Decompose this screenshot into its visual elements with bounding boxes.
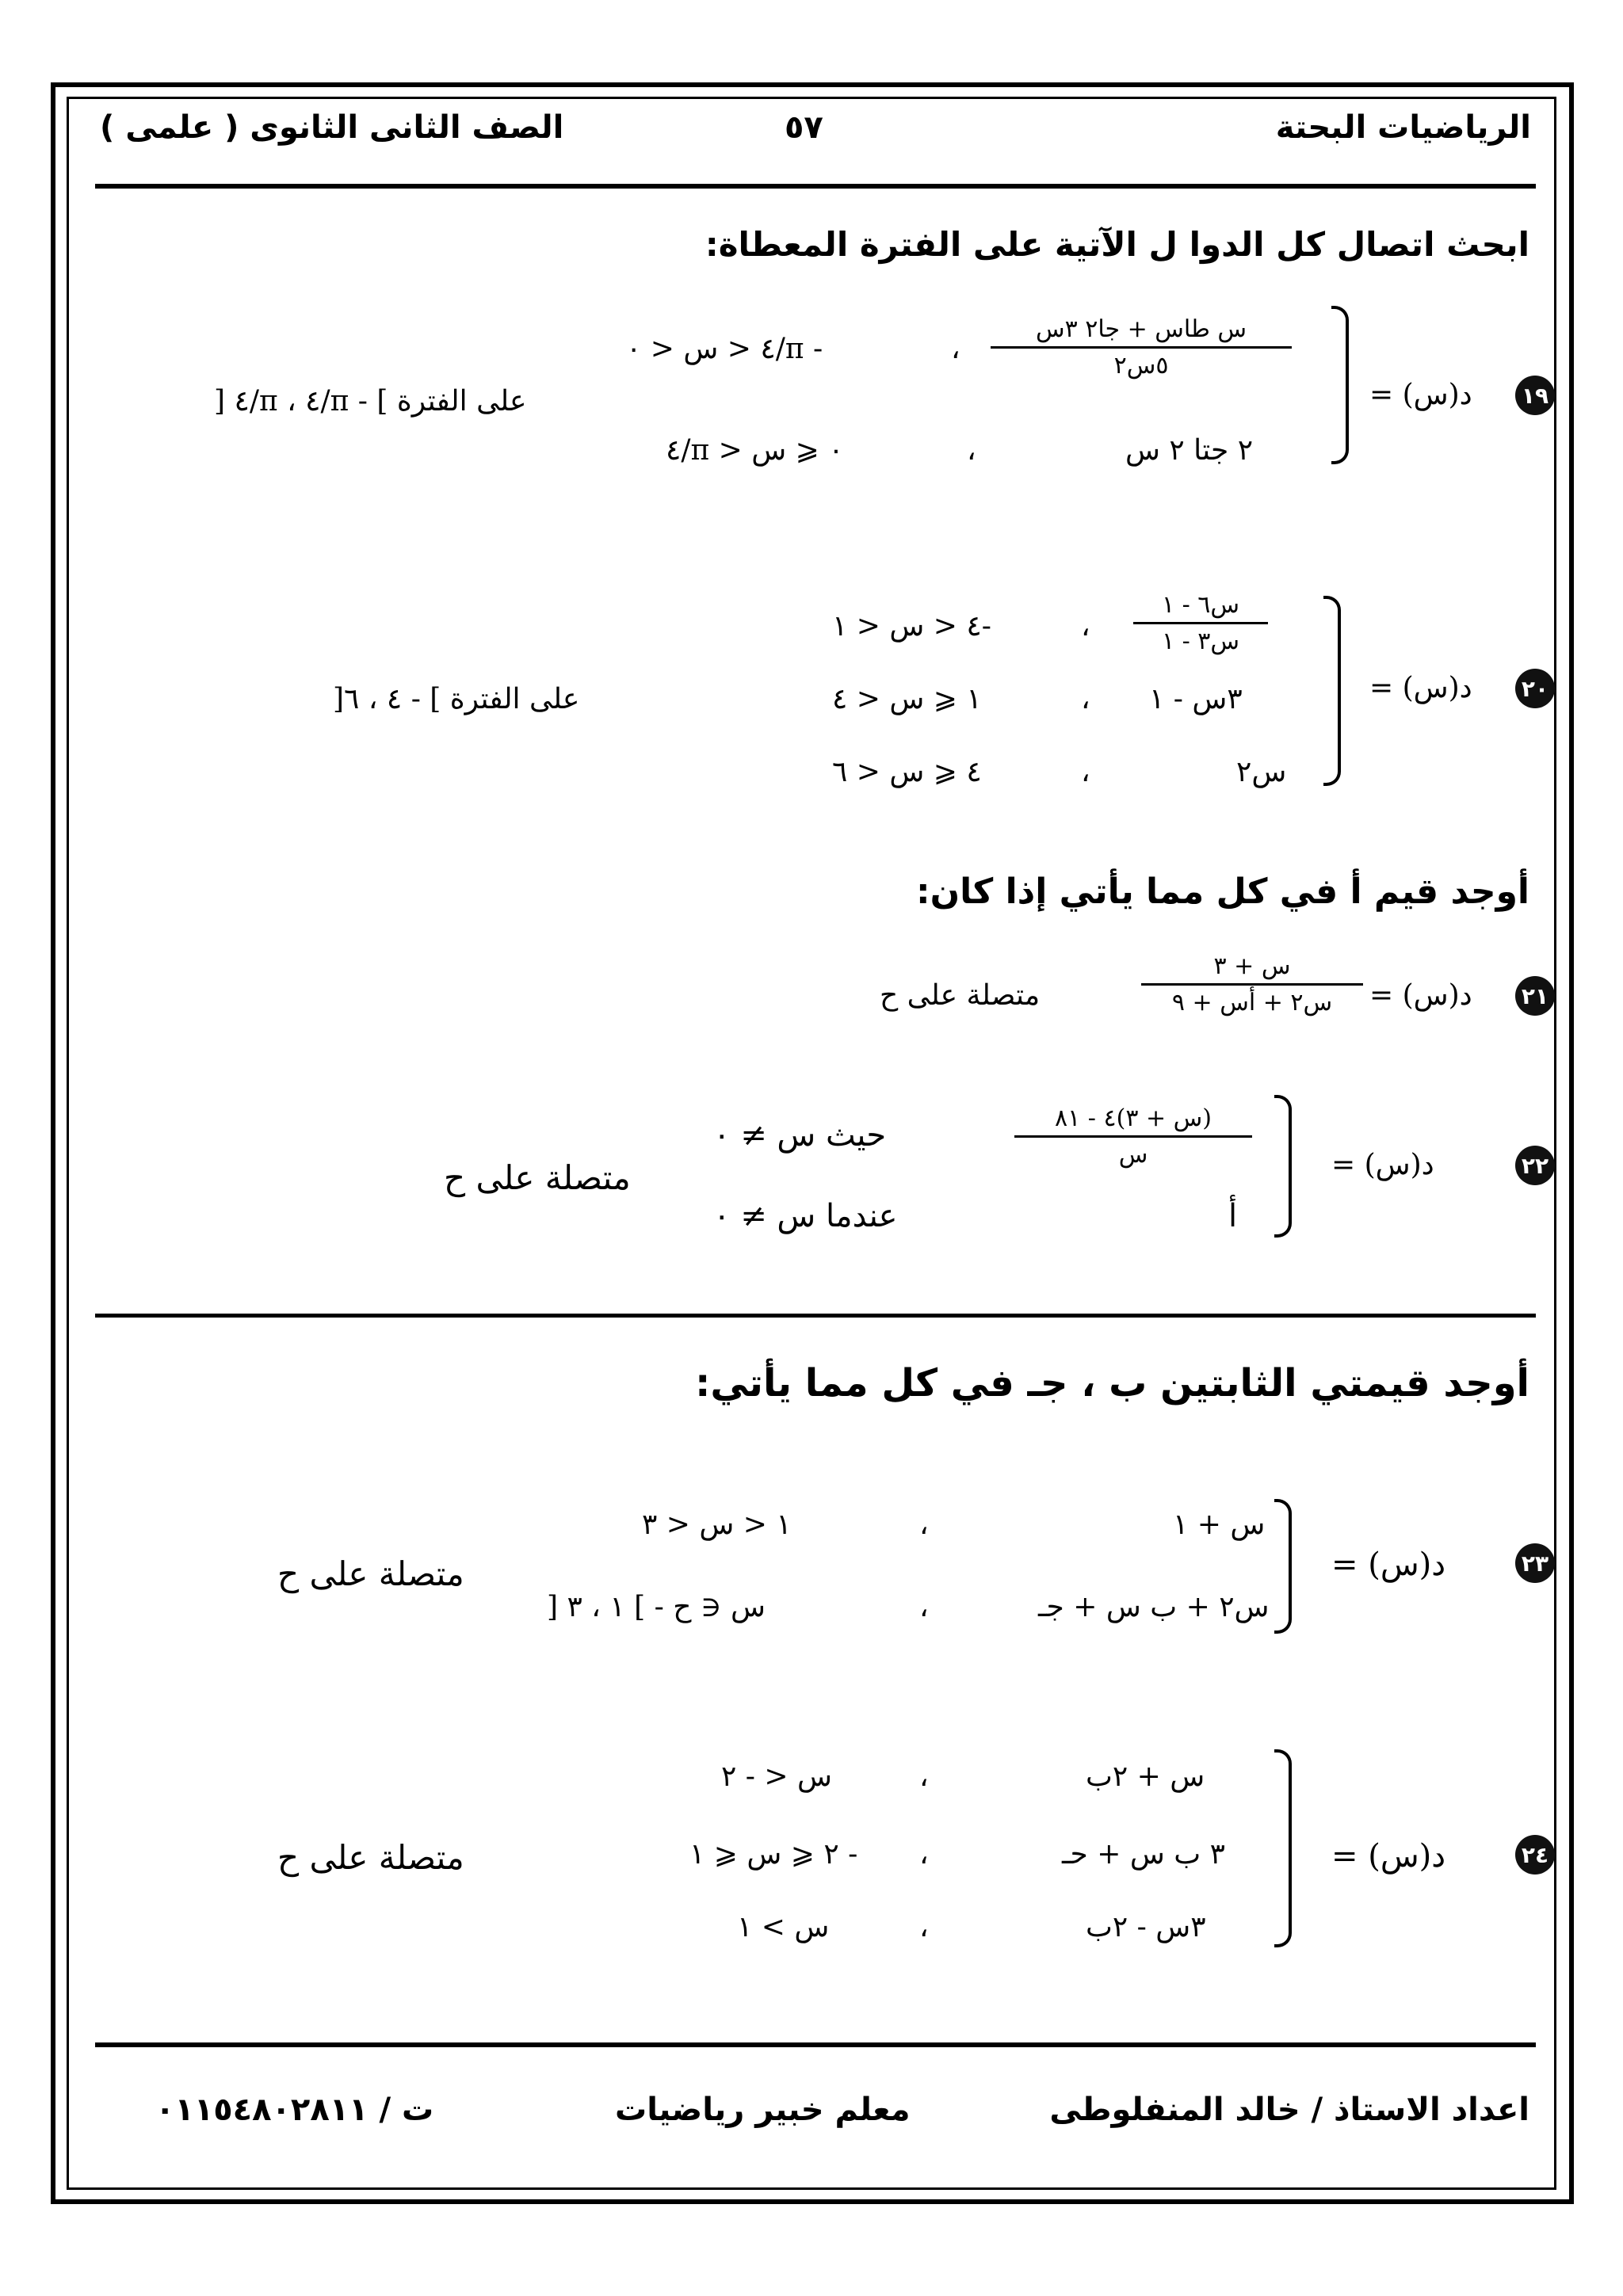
- q20-case1-numerator: س٦ - ١: [1161, 591, 1240, 619]
- section1-title: ابحث اتصال كل الدوا ل الآتية على الفترة المعطاة:: [705, 225, 1529, 264]
- q20-brace: [1323, 596, 1341, 786]
- q19-case1-separator: ،: [951, 333, 960, 365]
- q20-case2-separator: ،: [1081, 683, 1090, 715]
- q22-case1-numerator: (س + ٣)٤ - ٨١: [1055, 1104, 1212, 1132]
- q21-fraction: [1141, 952, 1363, 1016]
- grade-label: الصف الثانى الثانوى ( علمى ): [100, 109, 564, 146]
- section3-title: أوجد قيمتي الثابتين ب ، جـ في كل مما يأتي:: [695, 1361, 1529, 1405]
- question-number-24: ٢٤: [1515, 1835, 1555, 1875]
- q20-case1-denominator: س٣ - ١: [1133, 622, 1268, 655]
- q24-case3-expression: ٣س - ٢ب: [1086, 1911, 1206, 1943]
- q20-case3-separator: ،: [1081, 756, 1090, 788]
- q19-case1-condition: - π/٤ < س < ٠: [626, 333, 823, 365]
- q22-continuity-note: متصلة على ح: [444, 1158, 631, 1197]
- q23-case1-condition: ١ < س < ٣: [642, 1508, 792, 1541]
- q19-case2-expression: ٢ جتا ٢ س: [1125, 434, 1254, 467]
- footer-phone: ت / ٠١١٥٤٨٠٢٨١١: [155, 2092, 434, 2128]
- q20-case3-expression: س٢: [1236, 756, 1287, 788]
- q22-brace: [1274, 1095, 1292, 1238]
- section-divider: [95, 1314, 1536, 1318]
- q22-case1-denominator: س: [1014, 1135, 1252, 1169]
- q22-case1-fraction: [1014, 1104, 1252, 1169]
- q20-case1-condition: -٤ < س < ١: [832, 610, 991, 643]
- q19-case1-fraction: [991, 315, 1292, 379]
- q20-case1-fraction: [1133, 591, 1268, 655]
- q24-case1-expression: س + ٢ب: [1086, 1760, 1205, 1793]
- q24-case2-separator: ،: [919, 1838, 929, 1871]
- q23-case2-expression: س٢ + ب س + جـ: [1038, 1591, 1270, 1623]
- footer-role: معلم خبير رياضيات: [615, 2092, 911, 2128]
- q20-case3-condition: ٤ ⩽ س < ٦: [832, 756, 982, 788]
- q20-case1-separator: ،: [1081, 610, 1090, 643]
- q22-function-label: د(س) =: [1331, 1149, 1434, 1181]
- q19-interval: على الفترة ] - π/٤ ، π/٤ [: [214, 385, 527, 418]
- q23-case2-condition: س ∈ ح - ] ١ ، ٣ [: [547, 1591, 766, 1623]
- q23-function-label: د(س) =: [1331, 1547, 1446, 1583]
- q20-interval: على الفترة ] - ٤ ، ٦[: [333, 683, 580, 715]
- q19-brace: [1331, 306, 1349, 464]
- q21-denominator: س٢ + أس + ٩: [1141, 983, 1363, 1016]
- q23-case1-expression: س + ١: [1173, 1508, 1266, 1541]
- q19-function-label: د(س) =: [1369, 379, 1472, 411]
- q24-case2-condition: - ٢ ⩽ س ⩽ ١: [689, 1838, 858, 1871]
- q22-case2-expression: أ: [1228, 1198, 1238, 1234]
- header-divider: [95, 184, 1536, 189]
- q19-case2-separator: ،: [967, 434, 976, 467]
- q23-case2-separator: ،: [919, 1591, 929, 1623]
- q24-case1-separator: ،: [919, 1760, 929, 1793]
- q24-case2-expression: ٣ ب س + حـ: [1062, 1838, 1225, 1871]
- question-number-19: ١٩: [1515, 376, 1555, 415]
- question-number-21: ٢١: [1515, 976, 1555, 1016]
- question-number-23: ٢٣: [1515, 1543, 1555, 1583]
- section2-title: أوجد قيم أ في كل مما يأتي إذا كان:: [916, 871, 1529, 912]
- q23-case1-separator: ،: [919, 1508, 929, 1541]
- q19-case1-numerator: س طاس + جا٢ ٣س: [1035, 315, 1247, 343]
- q23-brace: [1274, 1499, 1292, 1634]
- q21-numerator: س + ٣: [1213, 952, 1291, 980]
- q22-case2-condition: عندما س ≠ ٠: [713, 1198, 898, 1234]
- q24-brace: [1274, 1749, 1292, 1947]
- q22-case1-condition: حيث س ≠ ٠: [713, 1117, 887, 1154]
- book-title: الرياضيات البحتة: [1275, 109, 1531, 146]
- q20-case2-expression: ٣س - ١: [1149, 683, 1243, 715]
- page-number: ٥٧: [785, 109, 823, 146]
- q20-case2-condition: ١ ⩽ س < ٤: [832, 683, 982, 715]
- q24-case3-separator: ،: [919, 1911, 929, 1943]
- q23-continuity-note: متصلة على ح: [277, 1554, 464, 1593]
- q19-case1-denominator: ٥س٢: [991, 346, 1292, 379]
- q24-continuity-note: متصلة على ح: [277, 1838, 464, 1877]
- q24-case1-condition: س < - ٢: [721, 1760, 832, 1793]
- q21-function-label: د(س) =: [1369, 979, 1472, 1012]
- footer-divider: [95, 2042, 1536, 2047]
- footer-author: اعداد الاستاذ / خالد المنفلوطى: [1049, 2092, 1529, 2128]
- q20-function-label: د(س) =: [1369, 672, 1472, 704]
- q21-continuity-note: متصلة على ح: [880, 979, 1041, 1012]
- q24-case3-condition: س > ١: [737, 1911, 830, 1943]
- q19-case2-condition: ٠ ⩽ س < π/٤: [666, 434, 844, 467]
- question-number-22: ٢٢: [1515, 1146, 1555, 1185]
- q24-function-label: د(س) =: [1331, 1838, 1446, 1875]
- question-number-20: ٢٠: [1515, 669, 1555, 708]
